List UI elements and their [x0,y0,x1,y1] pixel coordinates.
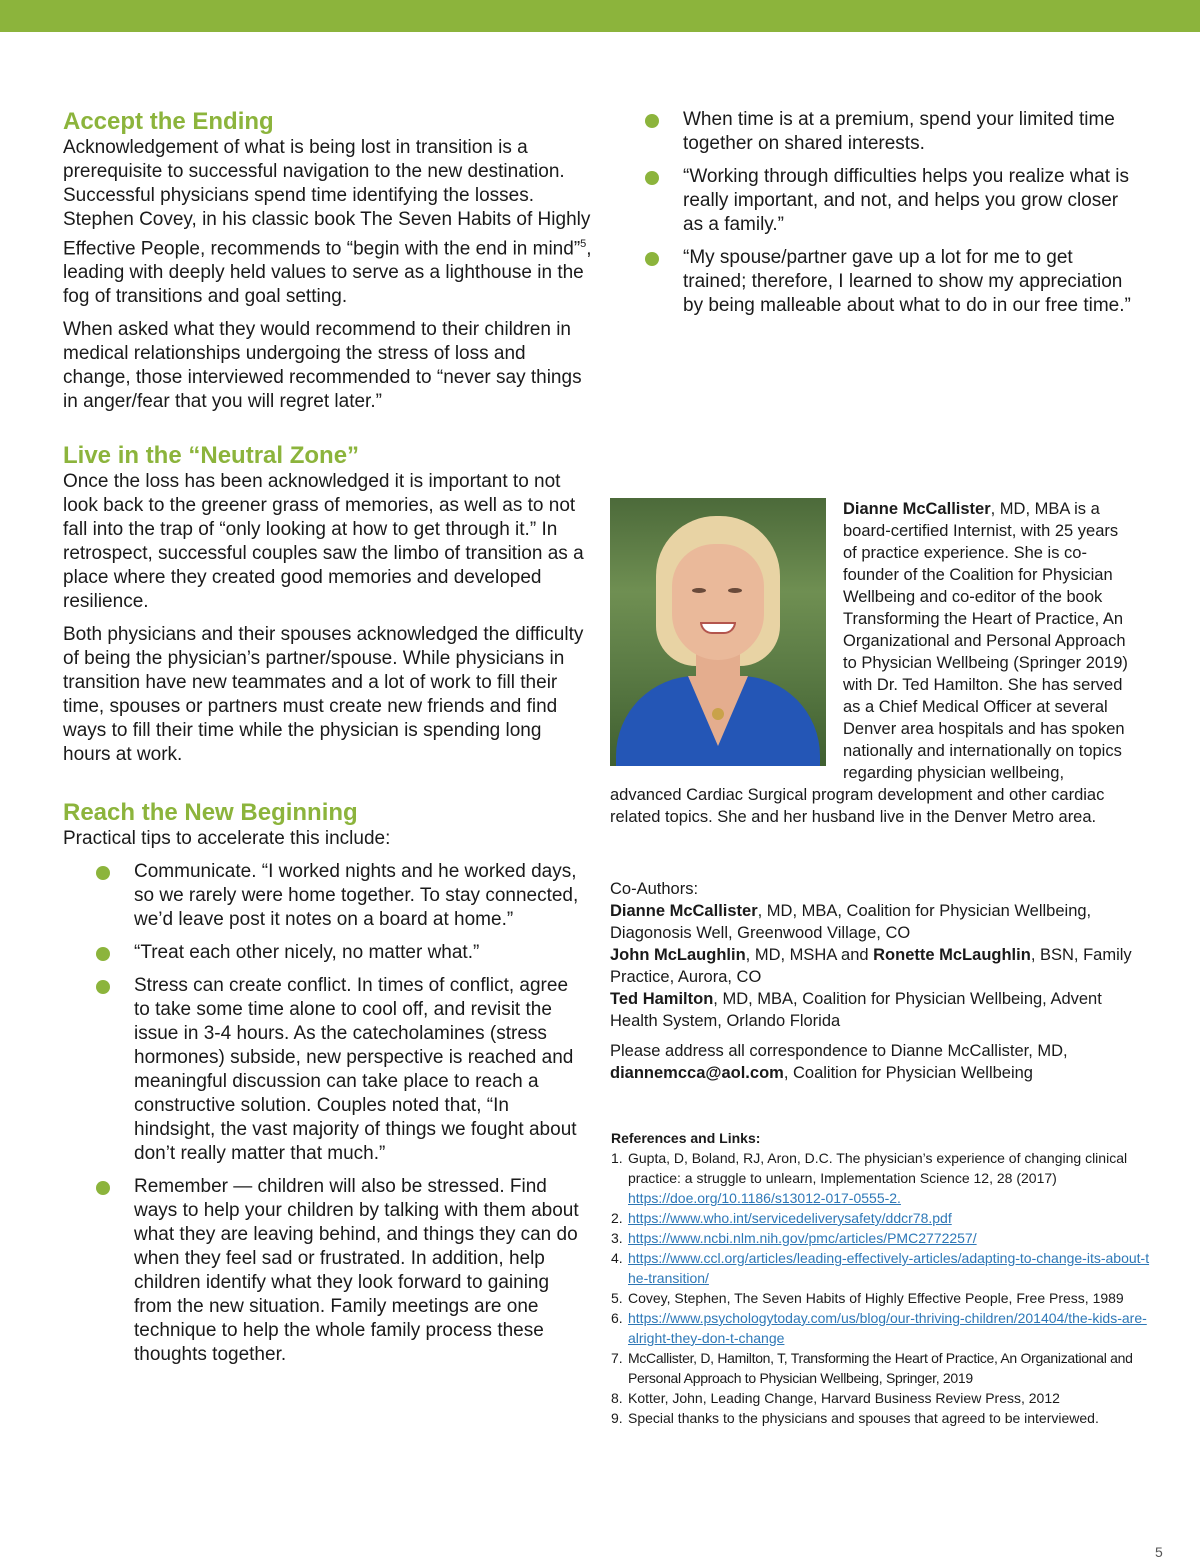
paragraph: Both physicians and their spouses acknowledged the difficulty of being the physician’s partner/spouse. While physicians in transition have new teammates and a lot of work to fill their time, spouses or partners must create new friends and find ways to fill their time while the physician is spending long hours at work. [63,624,584,766]
coauthor-line [610,944,1150,988]
list-item-text: “Treat each other nicely, no matter what.” [134,942,480,964]
list-item [134,941,589,965]
bullet-dot-icon [645,171,659,185]
top-accent-bar [0,0,1200,32]
reference-item [611,1388,1151,1408]
list-item-text: “My spouse/partner gave up a lot for me to get trained; therefore, I learned to show my appreciation by being malleable about what to do in our free time.” [683,247,1131,316]
coauthor-name: Ted Hamilton [610,990,714,1008]
list-item [134,1175,589,1367]
section-heading: Reach the New Beginning [63,799,358,827]
list-item [683,108,1133,156]
correspondence-line [610,1040,1150,1084]
photo-eye [728,588,742,593]
correspondence-text: , Coalition for Physician Wellbeing [783,1064,1033,1082]
reference-number: 3. [611,1230,623,1246]
reference-number: 5. [611,1290,623,1306]
page-number: 5 [1155,1544,1163,1558]
left-column [63,108,593,1376]
section-heading: Accept the Ending [63,108,274,135]
list-item [134,974,589,1166]
list-item-text: “Working through difficulties helps you realize what is really important, and not, and helps you grow closer as a family.” [683,166,1130,235]
paragraph: Practical tips to accelerate this include: [63,828,391,850]
photo-eye [692,588,706,593]
coauthor-name: John McLaughlin [610,946,746,964]
reference-link[interactable]: https://www.psychologytoday.com/us/blog/our-thriving-children/201404/the-kids-are-alright-they-don-t-change [628,1310,1147,1346]
reference-number: 8. [611,1390,623,1406]
section-neutral-zone [63,442,593,767]
reference-text: Special thanks to the physicians and spouses that agreed to be interviewed. [628,1410,1099,1426]
reference-item [611,1408,1151,1428]
list-item-text: Remember — children will also be stressed. Find ways to help your children by talking with them about what they are leaving behind, and things they can do when they feel sad or frustrated. In addition, help children identify what they look forward to gaining from the new situation. Family meetings are one technique to help the whole family process these thoughts together. [134,1176,579,1366]
correspondence-text: Please address all correspondence to Dianne McCallister, MD, [610,1042,1068,1060]
reference-item [611,1288,1151,1308]
list-item [134,860,589,932]
bullet-dot-icon [645,114,659,128]
references-title: References and Links: [611,1130,761,1146]
list-item-text: When time is at a premium, spend your limited time together on shared interests. [683,109,1115,154]
coauthor-details: , MD, MBA, Coalition for Physician Wellbeing, Advent Health System, Orlando Florida [610,990,1102,1030]
reference-link[interactable]: https://www.ccl.org/articles/leading-effectively-articles/adapting-to-change-its-about-the-transition/ [628,1250,1150,1286]
reference-number: 6. [611,1310,623,1326]
section-heading: Live in the “Neutral Zone” [63,442,360,470]
coauthors-block [610,878,1150,1084]
reference-item [611,1308,1151,1348]
reference-link[interactable]: https://www.ncbi.nlm.nih.gov/pmc/articles/PMC2772257/ [628,1230,977,1246]
photo-pendant [712,708,724,720]
reference-item [611,1148,1151,1208]
quotes-list [683,108,1133,318]
reference-link[interactable]: https://www.who.int/servicedeliverysafety/ddcr78.pdf [628,1210,952,1226]
list-item [683,165,1133,237]
reference-text: McCallister, D, Hamilton, T, Transforming the Heart of Practice, An Organizational and Personal Approach to Physician Wellbeing, Springer, 2019 [628,1350,1133,1386]
right-column [610,108,1170,327]
reference-text: Covey, Stephen, The Seven Habits of Highly Effective People, Free Press, 1989 [628,1290,1124,1306]
author-bio [610,498,1135,828]
list-item-text: Stress can create conflict. In times of conflict, agree to take some time alone to cool off, and revisit the issue in 3-4 hours. As the catecholamines (stress hormones) subside, new perspective is reached and meaningful discussion can take place to reach a constructive solution. Couples noted that, “In hindsight, the vast majority of things we fought about don’t really matter that much.” [134,975,577,1165]
reference-number: 4. [611,1250,623,1266]
bio-body: , MD, MBA is a board-certified Internist, with 25 years of practice experience. She is co-founder of the Coalition for Physician Wellbeing and co-editor of the book Transforming the Heart of Practice, An Organizational and Personal Approach to Physician Wellbeing (Springer 2019) with Dr. Ted Hamilton. She has served as a Chief Medical Officer at several Denver area hospitals and has spoken nationally and internationally on topics regarding physician wellbeing, advanced Cardiac Surgical program development and other cardiac related topics. She and her husband live in the Denver Metro area. [610,500,1128,826]
reference-item [611,1348,1151,1388]
reference-link[interactable]: https://doe.org/10.1186/s13012-017-0555-2. [628,1190,901,1206]
photo-face [672,544,764,660]
paragraph: When asked what they would recommend to their children in medical relationships undergoing the stress of loss and change, those interviewed recommended to “never say things in anger/fear that you will regret later.” [63,319,582,413]
reference-item [611,1208,1151,1228]
footnote-ref: 5 [580,238,587,250]
coauthor-name: Ronette McLaughlin [873,946,1031,964]
reference-number: 1. [611,1150,623,1166]
section-new-beginning [63,799,593,1367]
paragraph: Once the loss has been acknowledged it is important to not look back to the greener grass of memories, as well as to not fall into the trap of “only looking at how to get through it.” In retrospect, successful couples saw the limbo of transition as a place where they created good memories and developed resilience. [63,471,584,613]
list-item-text: Communicate. “I worked nights and he worked days, so we rarely were home together. To stay connected, we’d leave post it notes on a board at home.” [134,861,579,931]
reference-number: 7. [611,1350,623,1366]
paragraph-text: Acknowledgement of what is being lost in transition is a prerequisite to successful navigation to the new destination. Successful physicians spend time identifying the losses. Stephen Covey, in his classic book The Seven Habits of Highly Effective People, recommends to “begin with the end in mind” [63,137,591,260]
bullet-dot-icon [96,1181,110,1195]
reference-item [611,1228,1151,1248]
reference-item [611,1248,1151,1288]
coauthors-label: Co-Authors: [610,880,699,898]
coauthor-details: , MD, MSHA and [745,946,874,964]
bullet-dot-icon [96,980,110,994]
reference-number: 9. [611,1410,623,1426]
references-block [611,1128,1151,1428]
bullet-dot-icon [96,947,110,961]
coauthor-line [610,900,1150,944]
author-photo [610,498,826,766]
coauthor-name: Dianne McCallister [610,902,758,920]
bullet-dot-icon [96,866,110,880]
section-accept-the-ending [63,108,593,414]
paragraph [63,136,593,309]
paragraph-text: , leading with deeply held values to serve as a lighthouse in the fog of transitions and goal setting. [63,238,592,308]
bullet-dot-icon [645,252,659,266]
coauthor-details: , BSN, Family Practice, Aurora, CO [610,946,1132,986]
coauthor-details: , MD, MBA, Coalition for Physician Wellbeing, Diagonosis Well, Greenwood Village, CO [610,902,1092,942]
tips-list [134,860,589,1367]
list-item [683,246,1133,318]
correspondence-email[interactable]: diannemcca@aol.com [610,1064,784,1082]
reference-text: Gupta, D, Boland, RJ, Aron, D.C. The physician’s experience of changing clinical practice: a struggle to unlearn, Implementation Science 12, 28 (2017) [628,1150,1128,1186]
coauthor-line [610,988,1150,1032]
references-list [611,1148,1151,1428]
bio-name: Dianne McCallister [843,500,991,518]
reference-text: Kotter, John, Leading Change, Harvard Business Review Press, 2012 [628,1390,1060,1406]
reference-number: 2. [611,1210,623,1226]
